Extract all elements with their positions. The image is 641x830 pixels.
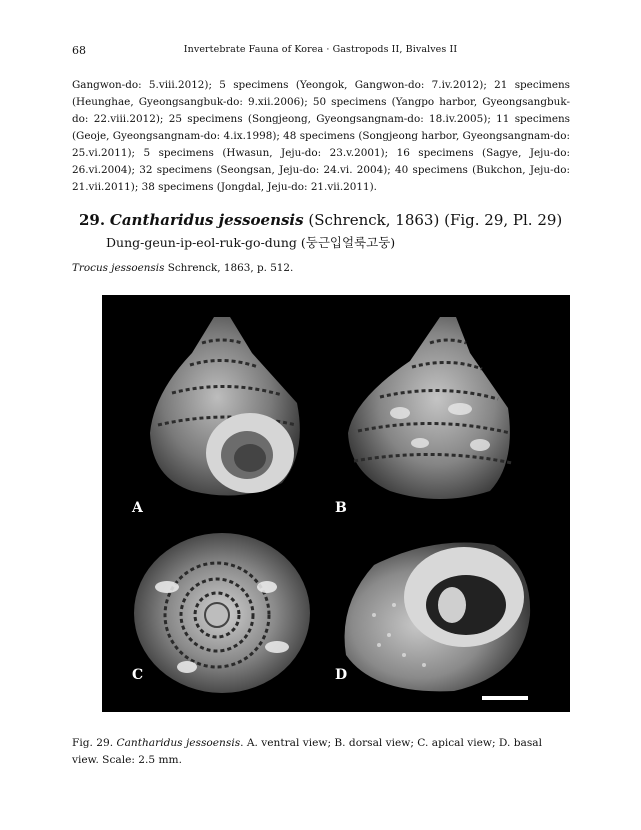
material-examined-paragraph: Gangwon-do: 5.viii.2012); 5 specimens (Yeongok, Gangwon-do: 7.iv.2012); 21 specimens (Heunghae, Gyeongsangbuk-do: 9.xii.2006); 50 specimens (Yangpo harbor, Gyeongsangbuk-do: 22.viii.2012); 25 specimens (Songjeong, Gyeongsangnam-do: 18.iv.2005); 11 specimens (Geoje, Gyeongsangnam-do: 4.ix.1998); 48 specimens (Songjeong harbor, Gyeongsangnam-do: 25.vi.2011); 5 specimens (Hwasun, Jeju-do: 23.v.2001); 16 specimens (Sagye, Jeju-do: 26.vi.2004); 32 specimens (Seongsan, Jeju-do: 24.vi. 2004); 40 specimens (Bukchon, Jeju-do: 21.vii.2011); 38 specimens (Jongdal, Jeju-do: 21.vii.2011).: [72, 79, 570, 193]
page-number: 68: [72, 44, 86, 57]
species-korean-name: [106, 233, 395, 251]
shell-photo-basal: [334, 535, 534, 695]
species-figure-ref: (Fig. 29, Pl. 29): [444, 211, 563, 229]
korean-hangul: (둥근입얼룩고둥): [300, 235, 396, 250]
figure-caption: [72, 735, 570, 769]
synonym-line: [72, 262, 293, 274]
scale-bar: [482, 696, 528, 700]
species-scientific-name: Cantharidus jessoensis: [109, 211, 304, 229]
panel-label-b: B: [335, 500, 347, 516]
caption-prefix: Fig. 29.: [72, 737, 114, 749]
species-authority: (Schrenck, 1863): [308, 211, 440, 229]
caption-species: Cantharidus jessoensis: [116, 737, 241, 749]
running-header: Invertebrate Fauna of Korea · Gastropods II, Bivalves II: [183, 44, 458, 55]
shell-photo-ventral: [132, 313, 312, 503]
species-number: 29.: [79, 211, 106, 229]
synonym-name: Trocus jessoensis: [72, 262, 165, 274]
shell-photo-dorsal: [340, 313, 520, 503]
shell-photo-apical: [127, 527, 317, 697]
species-heading: [79, 211, 562, 229]
figure-plate: [102, 295, 570, 712]
panel-label-a: A: [132, 500, 143, 516]
synonym-citation: Schrenck, 1863, p. 512.: [167, 262, 294, 274]
panel-label-c: C: [132, 667, 144, 683]
panel-label-d: D: [335, 667, 348, 683]
korean-romanized: Dung-geun-ip-eol-ruk-go-dung: [106, 235, 297, 250]
caption-text: . A. ventral view; B. dorsal view; C. apical view; D. basal view. Scale: 2.5 mm.: [72, 737, 542, 766]
